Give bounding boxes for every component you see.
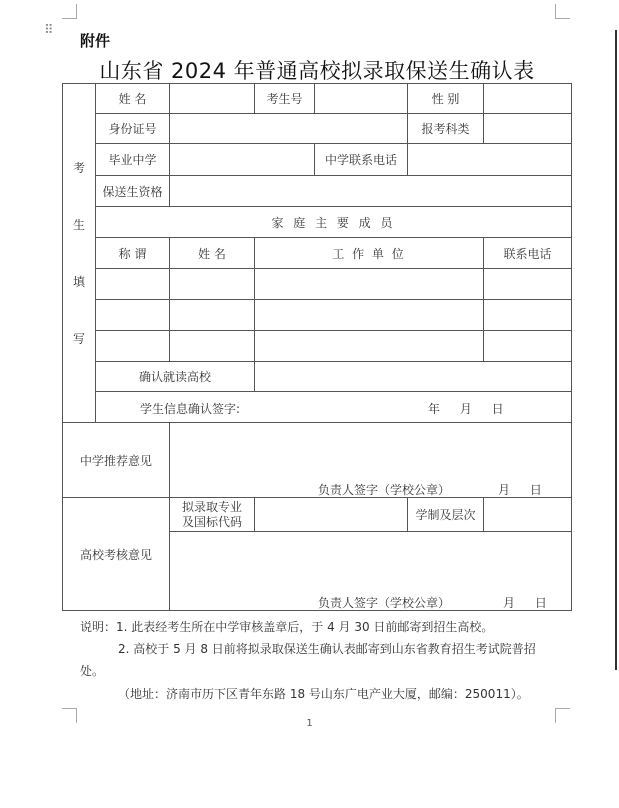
school-phone-label: 中学联系电话 xyxy=(314,143,408,176)
system-value[interactable] xyxy=(483,497,572,532)
family-header-work: 工 作 单 位 xyxy=(254,237,484,269)
drag-handle-icon[interactable]: ⠿ xyxy=(44,23,53,38)
page-title: 山东省 2024 年普通高校拟录取保送生确认表 xyxy=(99,59,535,83)
family-header-name: 姓 名 xyxy=(169,237,255,269)
family-cell[interactable] xyxy=(483,330,572,362)
family-title: 家 庭 主 要 成 员 xyxy=(95,206,572,238)
student-sign-label: 学生信息确认签字: xyxy=(140,402,241,416)
note-line-1: 说明：1. 此表经考生所在中学审核盖章后，于 4 月 30 日前邮寄到招生高校。 xyxy=(80,620,494,634)
hs-sign-label: 负责人签字（学校公章） xyxy=(318,483,451,497)
family-header-phone: 联系电话 xyxy=(483,237,572,269)
family-cell[interactable] xyxy=(254,330,484,362)
college-opinion-label: 高校考核意见 xyxy=(62,497,170,611)
exam-no-label: 考生号 xyxy=(254,83,315,114)
note-line-4: （地址：济南市历下区青年东路 18 号山东广电产业大厦，邮编：250011）。 xyxy=(118,687,529,701)
family-cell[interactable] xyxy=(169,268,255,300)
category-label: 报考科类 xyxy=(407,113,484,144)
major-label-line: 及国标代码 xyxy=(181,514,242,529)
family-cell[interactable] xyxy=(169,330,255,362)
crop-mark-top-right xyxy=(555,4,570,19)
family-cell[interactable] xyxy=(254,268,484,300)
family-cell[interactable] xyxy=(483,299,572,331)
side-label-char: 考 xyxy=(72,161,85,175)
side-label-char: 填 xyxy=(72,275,85,289)
school-value[interactable] xyxy=(169,143,315,176)
page-edge-line xyxy=(615,30,617,670)
gender-label: 性 别 xyxy=(407,83,484,114)
category-value[interactable] xyxy=(483,113,572,144)
crop-mark-top-left xyxy=(62,4,77,19)
side-label-char: 生 xyxy=(72,218,85,232)
college-sign-date: 月 日 xyxy=(503,596,547,610)
page-number: 1 xyxy=(306,718,313,729)
confirm-college-value[interactable] xyxy=(254,361,572,392)
attachment-label: 附件 xyxy=(80,32,111,50)
name-label: 姓 名 xyxy=(95,83,170,114)
confirm-college-label: 确认就读高校 xyxy=(95,361,255,392)
side-label-cell xyxy=(62,83,96,423)
id-label: 身份证号 xyxy=(95,113,170,144)
name-value[interactable] xyxy=(169,83,255,114)
school-label: 毕业中学 xyxy=(95,143,170,176)
gender-value[interactable] xyxy=(483,83,572,114)
family-cell[interactable] xyxy=(95,330,170,362)
note-line-2: 2. 高校于 5 月 8 日前将拟录取保送生确认表邮寄到山东省教育招生考试院普招 xyxy=(118,642,536,656)
side-label-char: 写 xyxy=(72,332,85,346)
college-sign-label: 负责人签字（学校公章） xyxy=(318,596,451,610)
family-cell[interactable] xyxy=(95,268,170,300)
exam-no-value[interactable] xyxy=(314,83,408,114)
major-label-line: 拟录取专业 xyxy=(181,499,242,514)
family-cell[interactable] xyxy=(169,299,255,331)
school-phone-value[interactable] xyxy=(407,143,572,176)
qualification-value[interactable] xyxy=(169,175,572,207)
hs-opinion-label: 中学推荐意见 xyxy=(62,422,170,498)
major-value[interactable] xyxy=(254,497,408,532)
family-cell[interactable] xyxy=(483,268,572,300)
system-label: 学制及层次 xyxy=(407,497,484,532)
major-label xyxy=(169,497,255,532)
family-cell[interactable] xyxy=(254,299,484,331)
family-header-relation: 称 谓 xyxy=(95,237,170,269)
note-line-3: 处。 xyxy=(80,664,105,678)
hs-sign-date: 月 日 xyxy=(498,483,542,497)
qualification-label: 保送生资格 xyxy=(95,175,170,207)
student-sign-date: 年 月 日 xyxy=(428,402,504,416)
id-value[interactable] xyxy=(169,113,408,144)
family-cell[interactable] xyxy=(95,299,170,331)
